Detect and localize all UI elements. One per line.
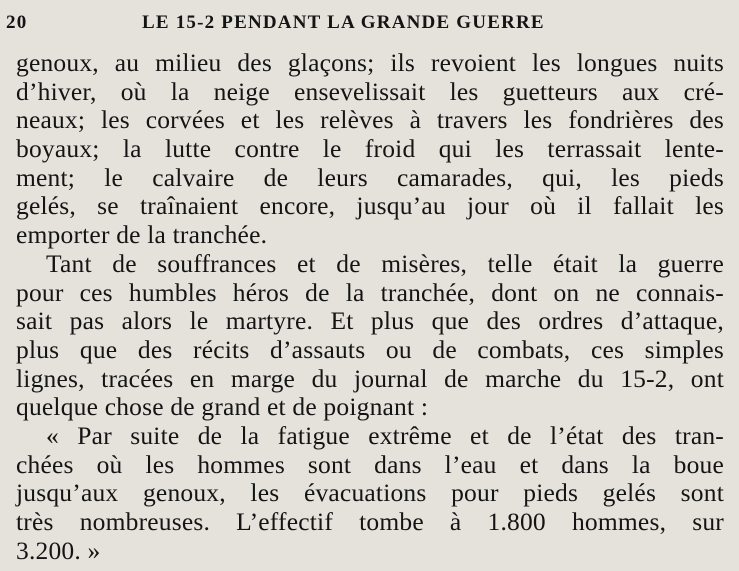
- quote-end-line: 3.200. »: [16, 535, 101, 565]
- text-line: gelés, se traînaient encore, jusqu’au jour où il fallait les: [16, 191, 724, 221]
- quote-line: très nombreuses. L’effectif tombe à 1.800 hommes, sur: [16, 507, 724, 536]
- text-line: boyaux; la lutte contre le froid qui les terrassait lente-: [16, 134, 724, 164]
- text-line: pour ces humbles héros de la tranchée, dont on ne connais-: [16, 277, 724, 307]
- text-line: sait pas alors le martyre. Et plus que des ordres d’attaque,: [16, 306, 724, 336]
- body-text: [16, 49, 724, 565]
- running-title: LE 15-2 PENDANT LA GRANDE GUERRE: [142, 12, 545, 33]
- paragraph-end-line: quelque chose de grand et de poignant :: [16, 392, 429, 422]
- quote-line: jusqu’aux genoux, les évacuations pour pieds gelés sont: [16, 478, 724, 508]
- running-head: [6, 6, 731, 40]
- quote-first-line: « Par suite de la fatigue extrême et de l’état des tran-: [46, 420, 724, 450]
- text-line: plus que des récits d’assauts ou de combats, ces simples: [16, 334, 724, 364]
- text-line: lignes, tracées en marge du journal de marche du 15-2, ont: [16, 363, 724, 393]
- quote-line: chées où les hommes sont dans l’eau et dans la boue: [16, 449, 724, 479]
- paragraph-end-line: emporter de la tranchée.: [16, 220, 268, 250]
- text-line: ment; le calvaire de leurs camarades, qui, les pieds: [16, 162, 724, 192]
- page-number: 20: [6, 12, 28, 33]
- text-line: neaux; les corvées et les relèves à travers les fondrières des: [16, 105, 724, 135]
- paragraph-first-line: Tant de souffrances et de misères, telle était la guerre: [46, 248, 724, 278]
- text-line: d’hiver, où la neige ensevelissait les guetteurs aux cré-: [16, 76, 724, 106]
- text-line: genoux, au milieu des glaçons; ils revoient les longues nuits: [16, 48, 724, 77]
